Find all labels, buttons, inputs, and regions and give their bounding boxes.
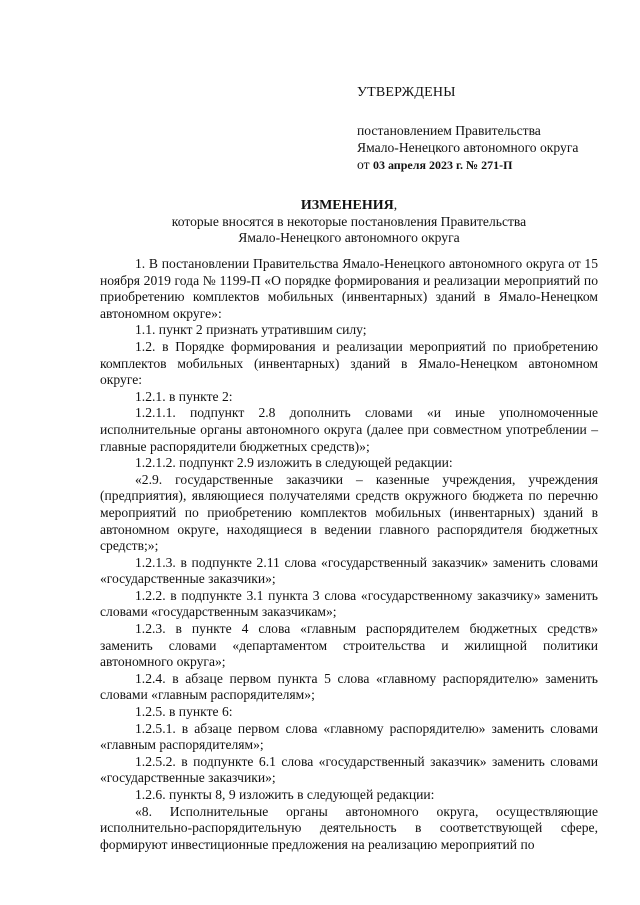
approved-label: УТВЕРЖДЕНЫ	[357, 85, 456, 100]
paragraph: 1.2.5.1. в абзаце первом слова «главному распорядителю» заменить словами «главным распорядителям»;	[100, 720, 598, 753]
paragraph: 1.2.6. пункты 8, 9 изложить в следующей редакции:	[135, 787, 435, 802]
paragraph: 1.2. в Порядке формирования и реализации мероприятий по приобретению комплектов мобильных (инвентарных) зданий в Ямало-Ненецком автономном округе:	[100, 338, 598, 388]
paragraph: 1. В постановлении Правительства Ямало-Ненецкого автономного округа от 15 ноября 2019 года № 1199-П «О порядке формирования и реализации мероприятий по приобретению комплектов мобильных (инвентарных) зданий в Ямало-Ненецком автономном округе»:	[100, 256, 598, 321]
heading-subtitle-1: которые вносятся в некоторые постановления Правительства	[171, 214, 527, 229]
paragraph: 1.2.1.3. в подпункте 2.11 слова «государственный заказчик» заменить словами «государственные заказчики»;	[100, 554, 598, 587]
paragraph: «8. Исполнительные органы автономного округа, осуществляющие исполнительно-распорядительную деятельность в соответствующей сфере, формируют инвестиционные предложения на реализацию мероприятий по	[100, 803, 598, 852]
paragraph: 1.2.1.1. подпункт 2.8 дополнить словами «и иные уполномоченные исполнительные органы автономного округа (далее при совместном употреблении – главные распорядители бюджетных средств)»;	[100, 405, 598, 454]
heading-subtitle-2: Ямало-Ненецкого автономного округа	[238, 230, 460, 245]
paragraph: 1.2.5.2. в подпункте 6.1 слова «государственный заказчик» заменить словами «государственные заказчики»;	[100, 753, 598, 786]
paragraph: 1.1. пункт 2 признать утратившим силу;	[135, 322, 367, 338]
approval-line-1: постановлением Правительства	[357, 123, 541, 138]
paragraph: «2.9. государственные заказчики – казенные учреждения, учреждения (предприятия), являющиеся получателями средств окружного бюджета по перечню мероприятий по приобретению комплектов мобильных (инвентарных) зданий в автономном округе, находящиеся в ведении главного распорядителя бюджетных средств;»;	[100, 471, 598, 554]
approval-date: 03 апреля 2023 г. № 271-П	[372, 158, 513, 172]
approval-date-line	[357, 156, 627, 174]
paragraph: 1.2.1.2. подпункт 2.9 изложить в следующей редакции:	[135, 455, 453, 471]
heading-title-suffix: ,	[393, 197, 398, 212]
paragraph: 1.2.5. в пункте 6:	[135, 704, 233, 720]
document-heading	[100, 197, 598, 246]
approval-line-2: Ямало-Ненецкого автономного округа	[357, 140, 579, 155]
paragraph: 1.2.4. в абзаце первом пункта 5 слова «главному распорядителю» заменить словами «главным распорядителям»;	[100, 670, 598, 703]
heading-title-line	[100, 197, 598, 214]
paragraph: 1.2.3. в пункте 4 слова «главным распорядителем бюджетных средств» заменить словами «департаментом строительства и жилищной политики автономного округа»;	[100, 621, 598, 670]
approval-from: от	[357, 157, 370, 172]
approval-stamp	[357, 84, 627, 174]
paragraph: 1.2.2. в подпункте 3.1 пункта 3 слова «государственному заказчику» заменить словами «государственным заказчикам»;	[100, 587, 598, 620]
paragraph: 1.2.1. в пункте 2:	[135, 388, 233, 404]
document-body	[100, 256, 598, 853]
heading-title: ИЗМЕНЕНИЯ	[300, 198, 394, 213]
